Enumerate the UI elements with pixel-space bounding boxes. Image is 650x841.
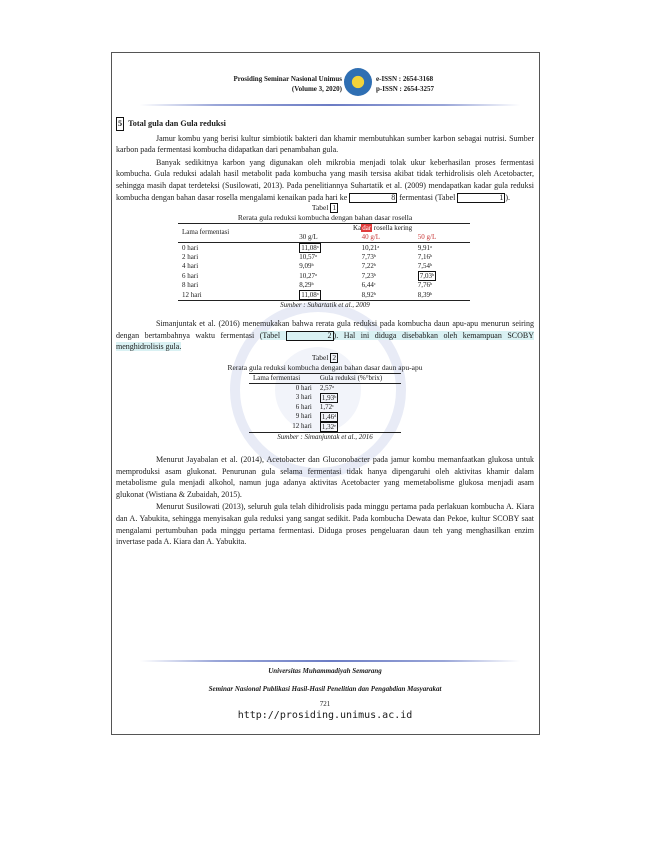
table1: [178, 223, 470, 301]
table1-col0-header: Lama fermentasi: [178, 228, 295, 238]
table1-group-header: [295, 224, 470, 234]
table1-cell-value: 11,08ᵃ: [301, 244, 319, 253]
journal-title: Prosiding Seminar Nasional Unimus: [233, 75, 342, 83]
paragraph-3-text: Simanjuntak et al. (2016) menemukakan bahwa rerata gula reduksi pada kombucha daun apu-apu menurun seiring dengan bertambahnya waktu fermentasi: [116, 319, 534, 340]
journal-volume: (Volume 3, 2020): [291, 85, 342, 93]
footer-university: Universitas Muhammadiyah Semarang: [268, 667, 382, 675]
table1-day: 12 hari: [178, 290, 295, 301]
journal-header-right: [376, 74, 434, 94]
table-row: [178, 290, 470, 301]
table1-day: 0 hari: [182, 243, 199, 252]
table-ref-box: 2: [286, 331, 334, 341]
table1-cell: 9,91ᵃ: [417, 243, 432, 252]
table1-cell: [414, 271, 470, 281]
eissn: e-ISSN : 2654-3168: [376, 75, 434, 83]
table2-day: 12 hari: [249, 422, 316, 433]
paragraph-3-end: ). Hal ini diduga disebabkan oleh kemampuan SCOBY menghidrolisis gula.: [116, 330, 534, 352]
table-ref-box: 1: [457, 193, 505, 203]
section-number: 5: [116, 117, 124, 131]
table2-col1-header: Gula reduksi (%°brix): [316, 373, 401, 383]
table1-cell: 7,73ᵇ: [361, 253, 377, 262]
main-content: [116, 117, 534, 548]
table1-cell-value: 7,03ᵇ: [419, 272, 435, 281]
table-row: [178, 253, 470, 262]
group-header-red: dar: [362, 224, 372, 233]
table2-label: [116, 353, 534, 363]
group-header-b: rosella kering: [373, 224, 413, 233]
table2: [249, 373, 401, 433]
table2-day: 6 hari: [295, 402, 312, 411]
table2-cell-value: 1,93ᵇ: [321, 393, 337, 402]
table2-day: 0 hari: [295, 383, 312, 392]
section-title: [116, 117, 534, 131]
table2-cell: 1,72ᶜ: [319, 402, 334, 411]
footer-url[interactable]: http://prosiding.unimus.ac.id: [237, 710, 413, 721]
table2-label-box: 2: [332, 352, 337, 362]
table-row: [178, 262, 470, 271]
table1-label-box: 1: [332, 203, 337, 213]
paragraph-2-end: ).: [505, 192, 510, 202]
table2-day: 9 hari: [295, 412, 312, 421]
pissn: p-ISSN : 2654-3257: [376, 85, 434, 93]
table1-cell: 8,39ᵇ: [414, 290, 470, 301]
paragraph-4: Menurut Jayabalan et al. (2014), Acetobacter dan Gluconobacter pada jamur kombu memanfaatkan glukosa untuk memproduksi asam glukonat. Penurunan gula selama fermentasi tidak hanya dipengaruhi oleh aktivitas khamir dalam metabolisme gula menjadi alkohol, namun juga adanya aktivitas Acetobacter yang memetabolisme glukosa menjadi asam glukonat (Wistiana & Zubaidah, 2015).: [116, 454, 534, 499]
ref-box: 8: [349, 193, 397, 203]
table2-cell-value: 1,46ᵈ: [321, 412, 337, 421]
table1-label-text: Tabel: [311, 203, 329, 213]
table1-cell-value: 11,08ᵃ: [301, 291, 319, 300]
paragraph-2-mid: fermentasi (Tabel: [399, 192, 456, 202]
paragraph-2-text: Banyak sedikitnya karbon yang digunakan oleh mikrobia menjadi tolak ukur keberhasilan proses fermentasi kombucha. Gula reduksi adalah hasil metabolit pada kombucha yang masih tersisa akibat tidak terhidrolisis oleh Acetobacter, sehingga masih dapat terdeteksi (Susilowati, 2013). Pada penelitiannya Suhartatik et al. (2009) mendapatkan kadar gula reduksi kombucha dengan bahan dasar rosella mengalami kenaikan pada hari ke: [116, 157, 534, 202]
table1-cell: 10,27ᵃ: [299, 271, 317, 280]
table1-cell: 7,54ᵇ: [417, 262, 433, 271]
table1-label: [116, 203, 534, 213]
table-row: [249, 412, 401, 422]
journal-header-left: [160, 74, 342, 94]
table-row: [178, 281, 470, 290]
table1-col3-header: 50 g/L: [414, 233, 470, 243]
table1-day: 2 hari: [182, 253, 199, 262]
table1-source: Sumber : Suhartatik et al., 2009: [280, 301, 370, 310]
table1-cell: 10,57ᵃ: [299, 253, 317, 262]
table2-cell-value: 1,32ᵉ: [321, 422, 336, 431]
table1-col1-header: 30 g/L: [295, 233, 357, 243]
table2-day: 3 hari: [295, 393, 312, 402]
table1-cell: 7,23ᵇ: [361, 271, 377, 280]
table1-day: 8 hari: [182, 281, 199, 290]
table1-cell: 7,22ᵇ: [361, 262, 377, 271]
table1-day: 4 hari: [182, 262, 199, 271]
paragraph-2: [116, 157, 534, 203]
paragraph-3-ref: (Tabel: [259, 330, 281, 340]
page-number: 721: [319, 700, 331, 708]
table1-cell: 9,09ᵇ: [299, 262, 314, 271]
table1-cell: 8,92ᵇ: [358, 290, 414, 301]
table2-cell: [316, 393, 401, 403]
footer-seminar: Seminar Nasional Publikasi Hasil-Hasil Penelitian dan Pengabdian Masyarakat: [208, 685, 442, 693]
paragraph-3: [116, 318, 534, 353]
table-row: [249, 383, 401, 393]
table1-cell: [295, 290, 357, 301]
table1-cell: 6,44ᶜ: [361, 281, 376, 290]
group-header-a: Ka: [353, 224, 362, 233]
table-row: [178, 243, 470, 254]
table1-day: 6 hari: [182, 271, 199, 280]
table-row: [249, 393, 401, 403]
table-row: [249, 403, 401, 412]
section-title-text: Total gula dan Gula reduksi: [128, 119, 226, 128]
table1-cell: [295, 243, 357, 254]
table1-cell: 10,21ᵃ: [361, 243, 380, 252]
table1-caption: Rerata gula reduksi kombucha dengan bahan dasar rosella: [237, 213, 413, 223]
unimus-logo-icon: [344, 68, 372, 96]
table1-cell: 7,16ᵇ: [417, 253, 433, 262]
paragraph-1: Jamur kombu yang berisi kultur simbiotik bakteri dan khamir membutuhkan sumber karbon sebagai nutrisi. Sumber karbon pada fermentasi kombucha didapatkan dari penambahan gula.: [116, 133, 534, 155]
table1-cell: 8,29ᵇ: [299, 281, 314, 290]
table-row: [249, 422, 401, 433]
table2-cell: [316, 412, 401, 422]
table2-source: Sumber : Simanjuntak et al., 2016: [277, 432, 373, 441]
table2-label-text: Tabel: [311, 352, 329, 362]
table1-col2-header: 40 g/L: [358, 233, 414, 243]
table2-cell: [316, 422, 401, 433]
footer-rule: [140, 660, 520, 662]
table-row: [178, 271, 470, 281]
table1-cell: 7,76ᵇ: [417, 281, 433, 290]
table2-caption: Rerata gula reduksi kombucha dengan bahan dasar daun apu-apu: [227, 362, 423, 372]
header-rule: [140, 104, 520, 106]
paragraph-5: Menurut Susilowati (2013), seluruh gula telah dihidrolisis pada minggu pertama pada perlakuan kombucha A. Kiara dan A. Yabukita, sehingga menyisakan gula reduksi yang sangat sedikit. Pada kombucha Dewata dan Pekoe, kultur SCOBY saat mengalami pertumbuhan pada minggu pertama fermentasi. Diduga proses pengeluaran daun teh yang menghasilkan enzim invertase pada A. Kiara dan A. Yabukita.: [116, 502, 534, 547]
table2-col0-header: Lama fermentasi: [249, 373, 316, 383]
table2-cell: 2,57ᵃ: [319, 383, 335, 392]
